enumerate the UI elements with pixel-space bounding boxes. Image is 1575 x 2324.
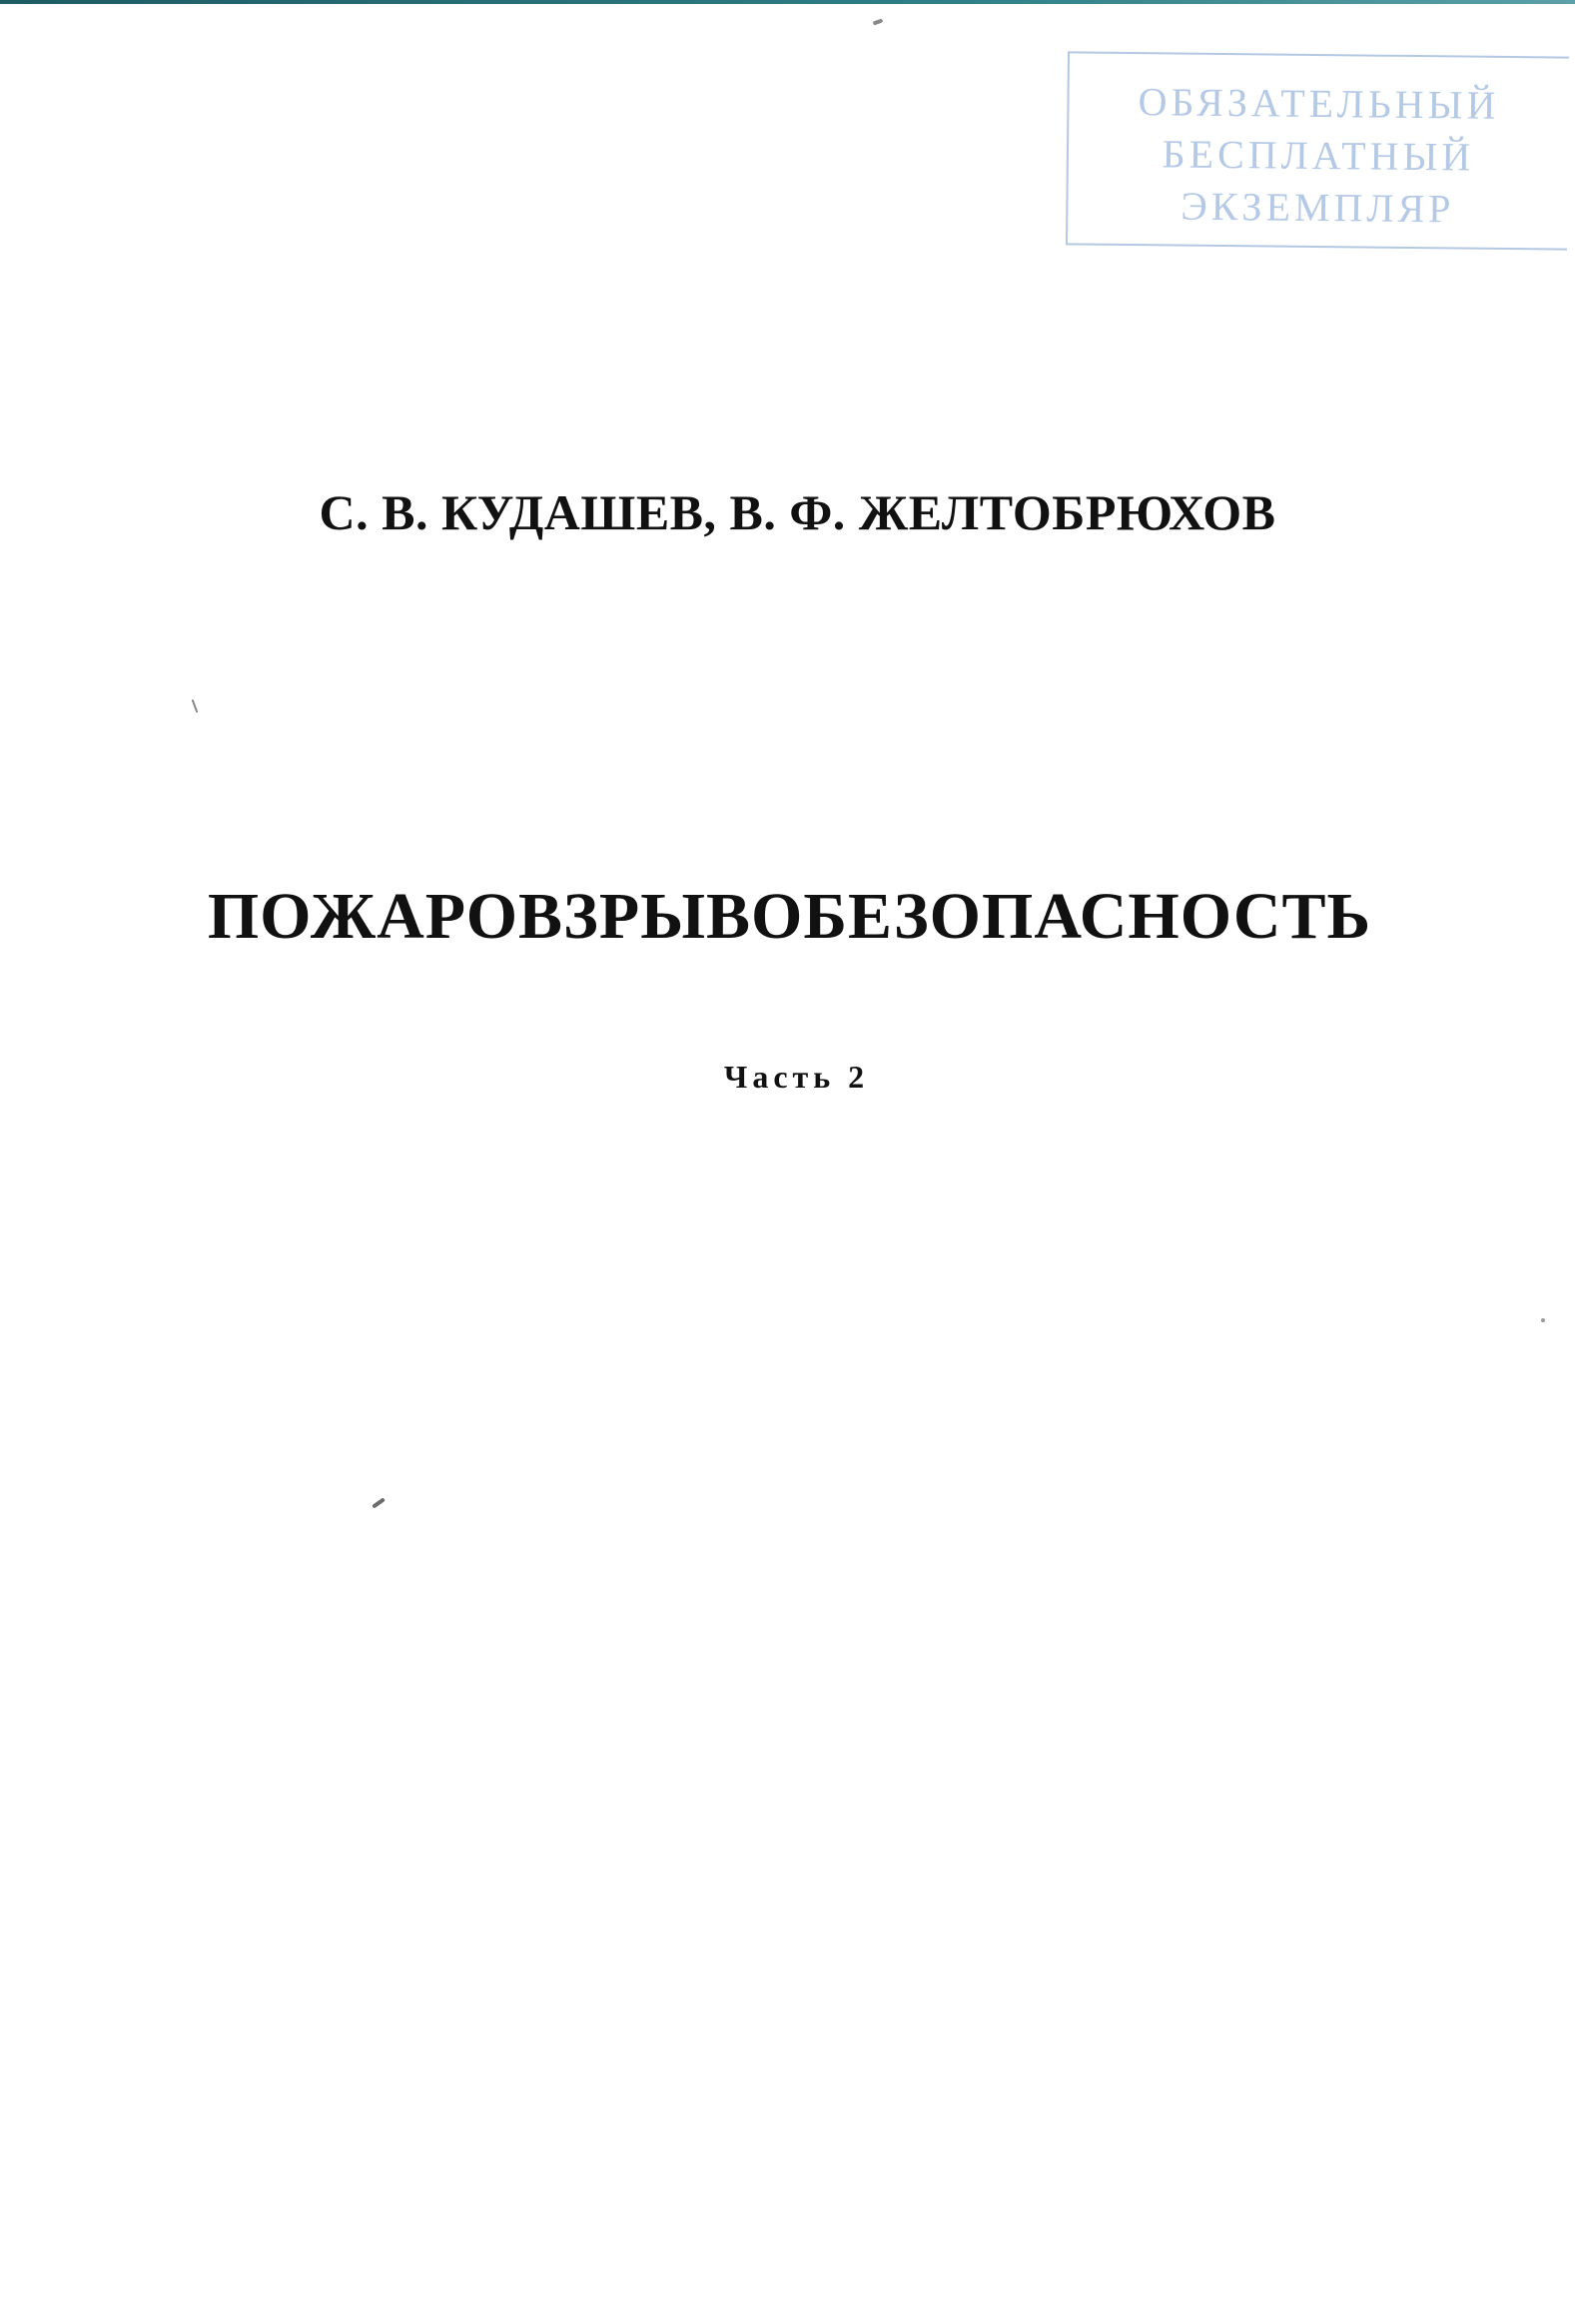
stamp-line: ОБЯЗАТЕЛЬНЫЙ	[1138, 79, 1500, 128]
scan-speck	[372, 1497, 386, 1508]
library-stamp	[1066, 51, 1569, 250]
scan-speck	[192, 699, 199, 713]
scan-speck	[873, 18, 884, 25]
authors: С. В. КУДАШЕВ, В. Ф. ЖЕЛТОБРЮХОВ	[319, 484, 1276, 540]
scan-speck	[1541, 1318, 1545, 1322]
stamp-line: БЕСПЛАТНЫЙ	[1162, 131, 1475, 180]
scan-top-edge	[0, 0, 1575, 4]
stamp-line: ЭКЗЕМПЛЯР	[1181, 183, 1455, 232]
part-number: Часть 2	[723, 1059, 870, 1095]
book-title: ПОЖАРОВЗРЫВОБЕЗОПАСНОСТЬ	[207, 880, 1372, 953]
